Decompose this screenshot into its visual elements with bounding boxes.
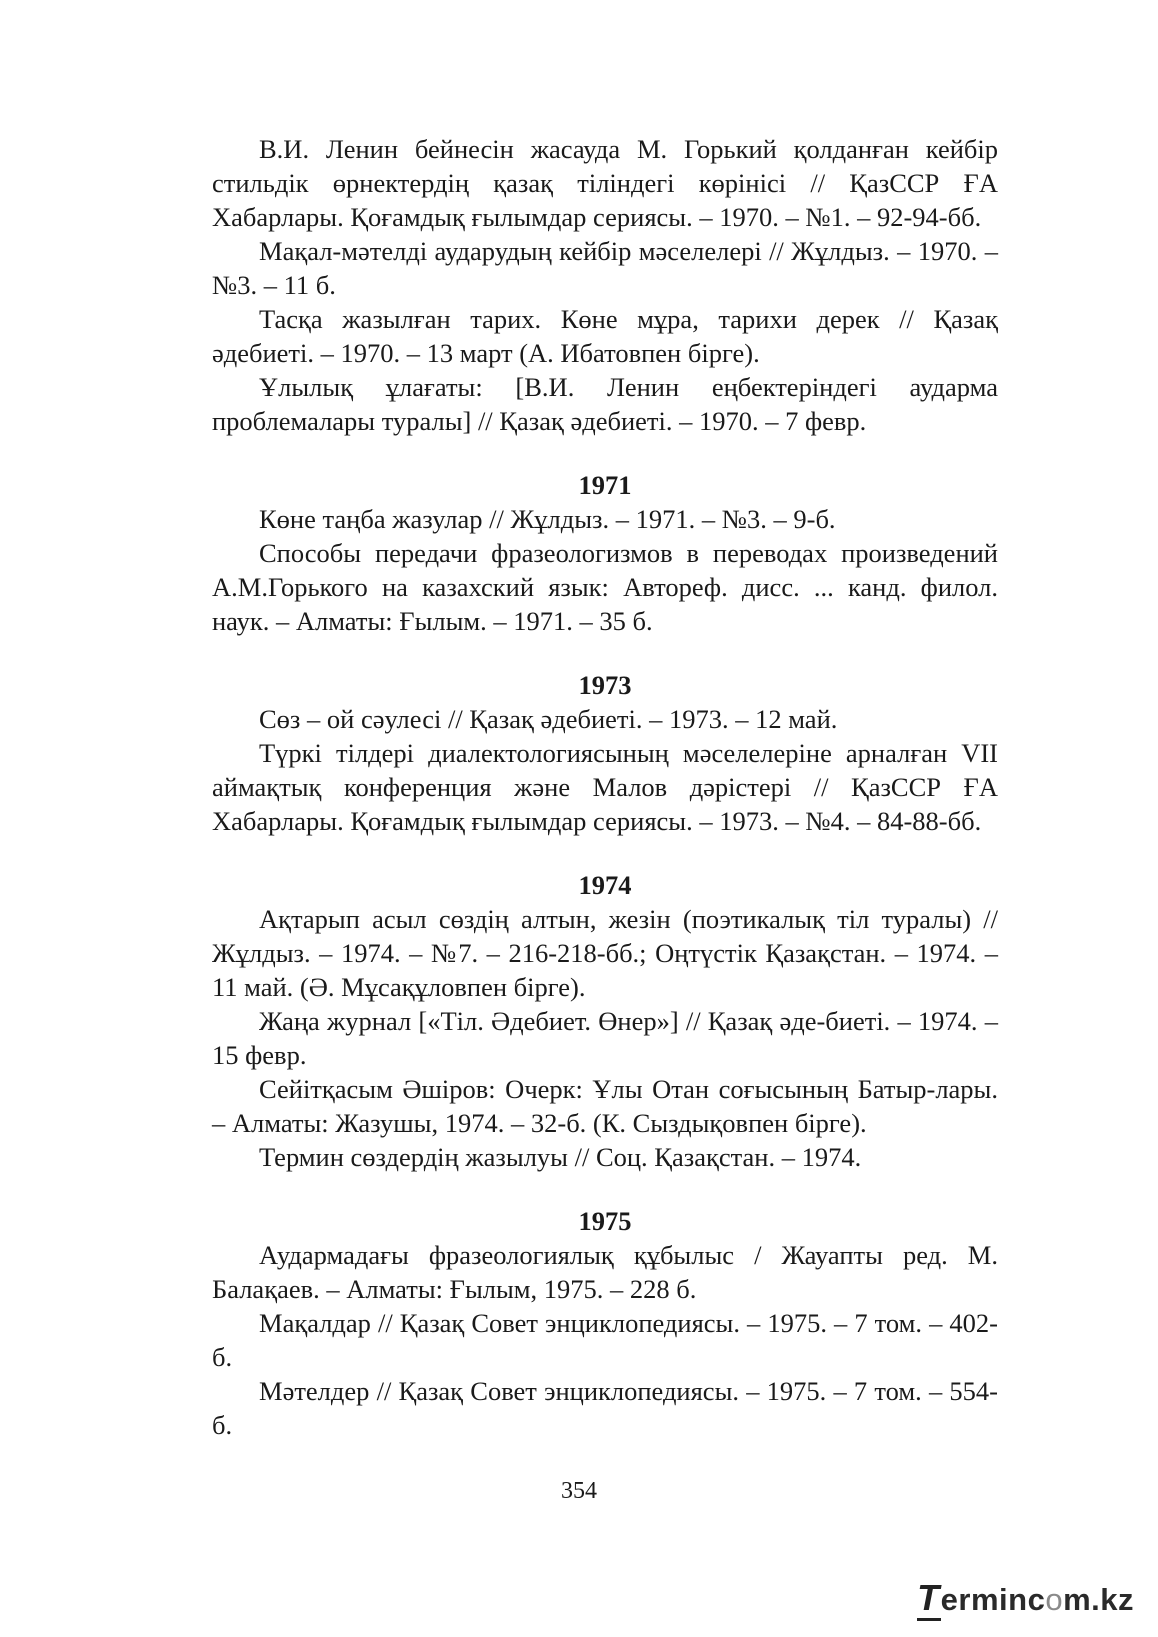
top-entries xyxy=(212,132,998,438)
bibliography-entry: Аудармадағы фразеологиялық құбылыс / Жауапты ред. М. Балақаев. – Алматы: Ғылым, 1975. – 228 б. xyxy=(212,1240,998,1304)
bibliography-entry: Ұлылық ұлағаты: [В.И. Ленин еңбектеріндегі аударма проблемалары туралы] // Қазақ әдебиеті. – 1970. – 7 февр. xyxy=(212,372,998,436)
watermark-part: o xyxy=(1045,1582,1064,1617)
bibliography-entry: Мақалдар // Қазақ Совет энциклопедиясы. – 1975. – 7 том. – 402-б. xyxy=(212,1308,998,1372)
bibliography-entry: Жаңа журнал [«Тіл. Әдебиет. Өнер»] // Қазақ әде-биеті. – 1974. – 15 февр. xyxy=(212,1006,998,1070)
bibliography-entry: Сейітқасым Әшіров: Очерк: Ұлы Отан соғысының Батыр-лары. – Алматы: Жазушы, 1974. – 32-б. (К. Сыздықовпен бірге). xyxy=(212,1074,998,1138)
bibliography-entry: Түркі тілдері диалектологиясының мәселелеріне арналған VІІ аймақтық конференция және Малов дәрістері // ҚазССР ҒА Хабарлары. Қоғамдық ғылымдар сериясы. – 1973. – №4. – 84-88-бб. xyxy=(212,738,998,836)
watermark-logo xyxy=(917,1577,1134,1619)
year-section-1974 xyxy=(212,868,998,1174)
page-number: 354 xyxy=(561,1478,597,1504)
bibliography-entry: Мақал-мәтелді аударудың кейбір мәселелері // Жұлдыз. – 1970. – №3. – 11 б. xyxy=(212,236,998,300)
year-section-1971 xyxy=(212,468,998,638)
watermark-part: erminc xyxy=(940,1582,1046,1617)
year-section-1973 xyxy=(212,668,998,838)
year-section-1975 xyxy=(212,1204,998,1442)
year-heading: 1971 xyxy=(578,470,632,500)
bibliography-entry: Термин сөздердің жазылуы // Соц. Қазақстан. – 1974. xyxy=(259,1142,862,1172)
bibliography-entry: Көне таңба жазулар // Жұлдыз. – 1971. – №3. – 9-б. xyxy=(259,504,836,534)
watermark-part: T xyxy=(917,1577,941,1621)
document-page xyxy=(212,132,998,1442)
year-heading: 1973 xyxy=(578,670,632,700)
year-heading: 1974 xyxy=(578,870,632,900)
watermark-part: m.kz xyxy=(1063,1582,1134,1617)
year-heading: 1975 xyxy=(578,1206,632,1236)
bibliography-entry: Тасқа жазылған тарих. Көне мұра, тарихи дерек // Қазақ әдебиеті. – 1970. – 13 март (А. Ибатовпен бірге). xyxy=(212,304,998,368)
bibliography-entry: Способы передачи фразеологизмов в переводах произведений А.М.Горького на казахский язык: Автореф. дисс. ... канд. филол. наук. – Алматы: Ғылым. – 1971. – 35 б. xyxy=(212,538,998,636)
bibliography-entry: Сөз – ой сәулесі // Қазақ әдебиеті. – 1973. – 12 май. xyxy=(259,704,838,734)
bibliography-entry: В.И. Ленин бейнесін жасауда М. Горький қолданған кейбір стильдік өрнектердің қазақ тіліндегі көрінісі // ҚазССР ҒА Хабарлары. Қоғамдық ғылымдар сериясы. – 1970. – №1. – 92-94-бб. xyxy=(212,134,998,232)
bibliography-entry: Ақтарып асыл сөздің алтын, жезін (поэтикалық тіл туралы) // Жұлдыз. – 1974. – №7. – 216-218-бб.; Оңтүстік Қазақстан. – 1974. – 11 май. (Ә. Мұсақұловпен бірге). xyxy=(212,904,998,1002)
bibliography-entry: Мәтелдер // Қазақ Совет энциклопедиясы. – 1975. – 7 том. – 554-б. xyxy=(212,1376,998,1440)
